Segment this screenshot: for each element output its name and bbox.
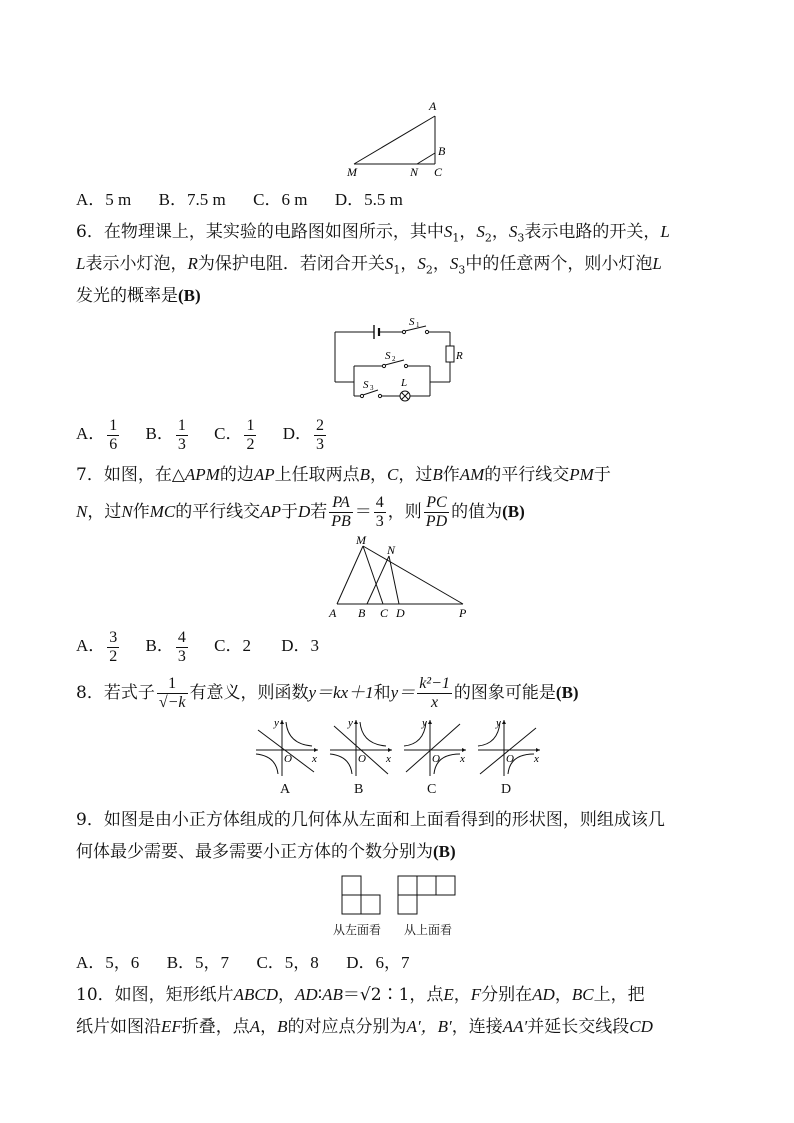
q9-choice-b: B．5，7	[166, 953, 230, 972]
q6-label-R: R	[456, 350, 463, 362]
q5-choice-d: D．5.5 m	[334, 190, 403, 209]
q7-label-N: N	[387, 543, 396, 557]
q5-label-A: A	[429, 99, 437, 113]
q8-graph-c	[400, 716, 470, 778]
q9-caption-top: 从上面看	[404, 923, 453, 937]
q10-line2: 纸片如图沿EF折叠，点A，B的对应点分别为A′，B′，连接AA′并延长交线段CD	[76, 1017, 653, 1037]
q9-caption-left: 从左面看	[333, 923, 382, 937]
q9-views-figure	[340, 874, 460, 918]
svg-text:y: y	[422, 717, 427, 729]
q6-line3: 发光的概率是(B)	[76, 286, 201, 306]
q6-choices	[76, 412, 328, 456]
svg-text:y: y	[348, 717, 353, 729]
q6-choice-c: C． $\frac{1}{2}$	[214, 416, 255, 453]
q6-line2: L表示小灯泡，R为保护电阻．若闭合开关$S_1$，$S_2$，$S_3$中的任意两个，则小灯泡L	[76, 254, 662, 277]
q7-choices	[76, 624, 319, 668]
q5-triangle-figure	[345, 96, 455, 178]
svg-text:x: x	[312, 753, 317, 765]
svg-text:2: 2	[392, 355, 396, 363]
q9-choice-d: D．6，7	[346, 953, 410, 972]
svg-text:O: O	[432, 753, 440, 765]
q7-line1: 7．如图，在△APM的边AP上任取两点B，C，过B作AM的平行线交PM于	[76, 465, 611, 485]
svg-text:y: y	[274, 717, 279, 729]
q5-choice-c: C．6 m	[253, 190, 308, 209]
q10-line1: 10．如图，矩形纸片ABCD，AD∶AB＝√2∶1，点E，F分别在AD，BC上，把	[76, 985, 645, 1005]
svg-text:3: 3	[370, 384, 374, 392]
q7-choice-d: D．3	[281, 636, 319, 655]
q7-choice-a: A． $\frac{3}{2}$	[76, 628, 118, 665]
q6-label-S2: S	[385, 350, 391, 362]
q8-graph-label-b: B	[354, 782, 364, 797]
q5-label-M: M	[347, 165, 357, 178]
q5-label-B: B	[438, 144, 446, 158]
q9-choices	[76, 952, 431, 974]
q9-line2: 何体最少需要、最多需要小正方体的个数分别为(B)	[76, 842, 456, 862]
q9-choice-a: A．5，6	[76, 953, 140, 972]
svg-text:O: O	[284, 753, 292, 765]
q7-choice-c: C．2	[214, 636, 251, 655]
svg-text:x: x	[534, 753, 539, 765]
q5-choices	[76, 189, 425, 211]
q6-answer: (B)	[178, 286, 201, 305]
q5-label-C: C	[434, 165, 443, 178]
q7-answer: (B)	[502, 502, 525, 521]
svg-text:x: x	[386, 753, 391, 765]
svg-text:O: O	[358, 753, 366, 765]
q6-choice-d: D． $\frac{2}{3}$	[282, 416, 324, 453]
q8-graph-label-d: D	[501, 782, 512, 797]
q6-label-S3: S	[363, 379, 369, 391]
q9-answer: (B)	[433, 842, 456, 861]
q8-answer: (B)	[555, 683, 579, 702]
q5-choice-a: A．5 m	[76, 190, 132, 209]
svg-text:y: y	[496, 717, 501, 729]
q8-line: 8．若式子 $\frac{1}{√-k}$ 有意义，则函数y＝kx＋1和y＝ $\frac{\text{k²−1}}{x}$ 的图象可能是(B)	[76, 675, 579, 711]
q8-graph-a	[252, 716, 322, 778]
q7-label-P: P	[459, 606, 467, 620]
q7-label-M: M	[356, 534, 366, 547]
q6-choice-b: B． $\frac{1}{3}$	[145, 416, 186, 453]
q7-label-B: B	[358, 606, 366, 620]
q6-choice-a: A． $\frac{1}{6}$	[76, 416, 118, 453]
q6-label-S1: S	[409, 316, 415, 328]
q6-label-L: L	[401, 377, 408, 389]
q9-line1: 9．如图是由小正方体组成的几何体从左面和上面看得到的形状图，则组成该几	[76, 810, 665, 830]
q5-choice-b: B．7.5 m	[158, 190, 226, 209]
q5-label-N: N	[410, 165, 419, 178]
q6-circuit-figure	[330, 314, 470, 404]
q9-choice-c: C．5，8	[256, 953, 319, 972]
q7-label-C: C	[380, 606, 389, 620]
q6-line1: 6．在物理课上，某实验的电路图如图所示，其中$S_1$，$S_2$，$S_3$表示电路的开关，L	[76, 222, 670, 245]
q7-triangle-figure	[325, 534, 475, 622]
q8-graph-b	[326, 716, 396, 778]
q8-graph-label-a: A	[280, 782, 291, 797]
q8-graph-label-c: C	[427, 782, 437, 797]
q8-graph-d	[474, 716, 544, 778]
q7-line2: N，过N作MC的平行线交AP于D若 $\frac{PA}{PB}$ ＝ $\frac{4}{3}$ ，则 $\frac{PC}{PD}$ 的值为(B)	[76, 494, 525, 530]
svg-text:1: 1	[416, 321, 420, 329]
q7-choice-b: B． $\frac{4}{3}$	[145, 628, 186, 665]
q7-label-D: D	[396, 606, 405, 620]
svg-text:O: O	[506, 753, 514, 765]
q7-label-A: A	[329, 606, 337, 620]
svg-text:x: x	[460, 753, 465, 765]
